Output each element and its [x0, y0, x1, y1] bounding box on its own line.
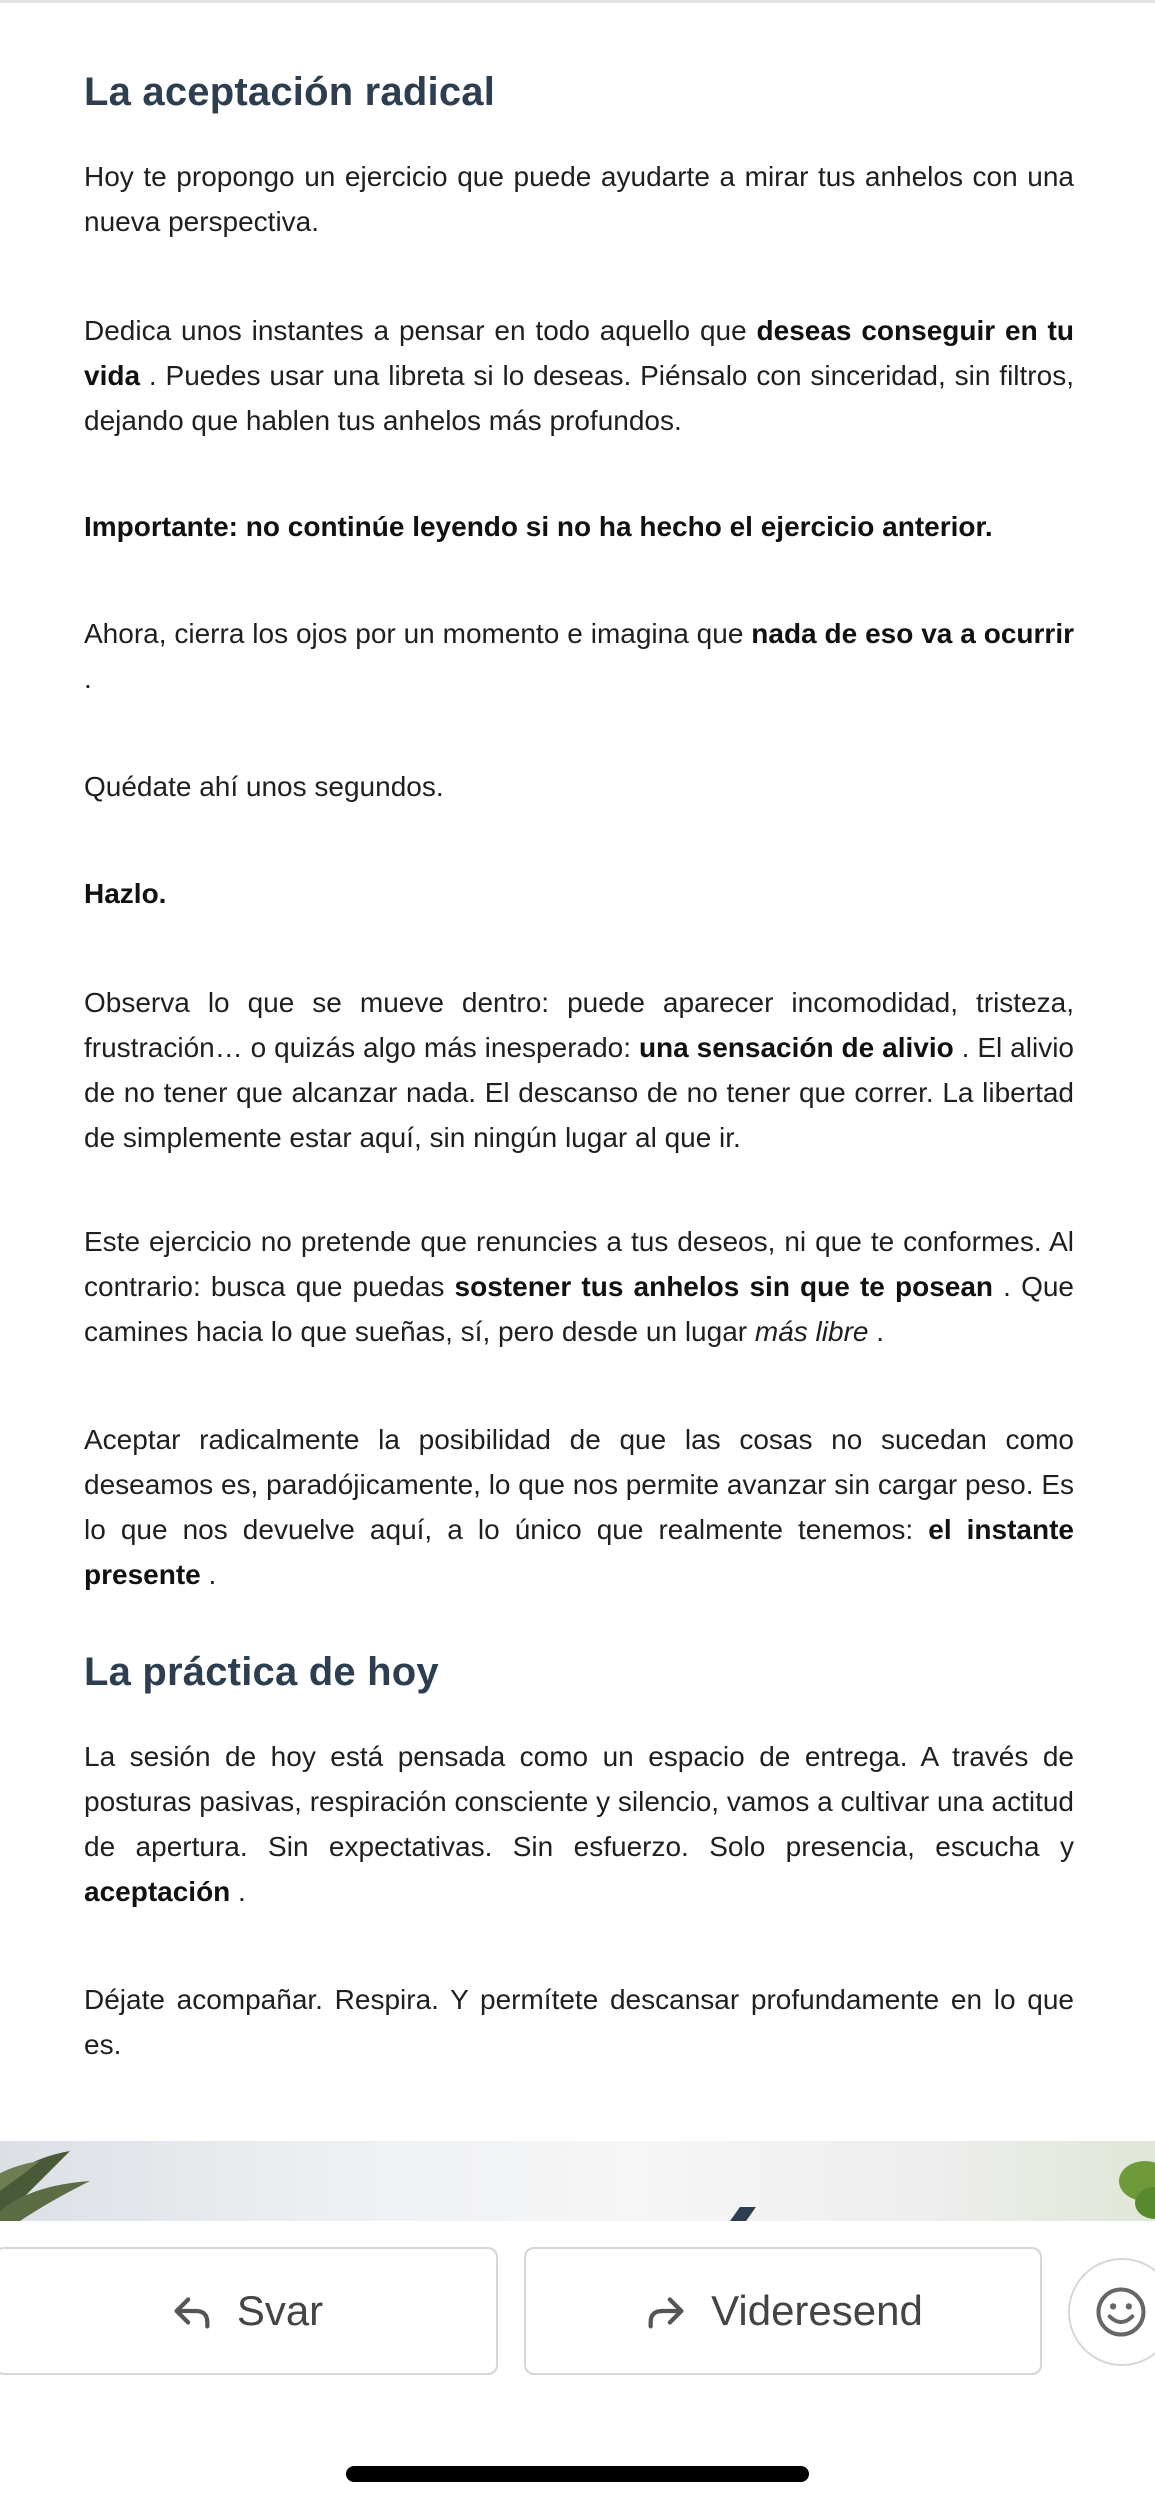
forward-button[interactable]: [524, 2247, 1042, 2375]
paragraph-do-it: Hazlo.: [84, 878, 167, 909]
paragraph-intro: Hoy te propongo un ejercicio que puede ayudarte a mirar tus anhelos con una nueva perspectiva.: [84, 161, 1074, 237]
plant-right-image: [1105, 2151, 1155, 2221]
paragraph-close-eyes: Ahora, cierra los ojos por un momento e imagina que nada de eso va a ocurrir .: [84, 618, 1074, 694]
plant-leaves-image: [0, 2141, 130, 2221]
forward-arrow-icon: [643, 2288, 689, 2334]
section-title-aceptacion: La aceptación radical: [84, 70, 496, 114]
paragraph-observe: Observa lo que se mueve dentro: puede aparecer incomodidad, tristeza, frustración… o quizás algo más inesperado: una sensación de alivio . El alivio de no tener que alcanzar nada. El descanso de no tener que correr. La libertad de simplemente estar aquí, sin ningún lugar al que ir.: [84, 987, 1074, 1153]
reply-button[interactable]: [0, 2247, 498, 2375]
banner-image: [0, 2141, 1155, 2221]
top-divider: [0, 0, 1155, 3]
reply-label: Svar: [236, 2287, 324, 2334]
paragraph-stay: Quédate ahí unos segundos.: [84, 771, 444, 802]
paragraph-accept: Aceptar radicalmente la posibilidad de que las cosas no sucedan como deseamos es, paradójicamente, lo que nos permite avanzar sin cargar peso. Es lo que nos devuelve aquí, a lo único que realmente tenemos: el instante presente .: [84, 1424, 1075, 1590]
section-title-practica: La práctica de hoy: [84, 1650, 439, 1694]
paragraph-closing: Déjate acompañar. Respira. Y permítete descansar profundamente en lo que es.: [84, 1984, 1074, 2060]
paragraph-session: La sesión de hoy está pensada como un espacio de entrega. A través de posturas pasivas, respiración consciente y silencio, vamos a cultivar una actitud de apertura. Sin expectativas. Sin esfuerzo. Solo presencia, escucha y aceptación .: [84, 1741, 1074, 1907]
message-action-bar: [0, 2221, 1155, 2504]
paragraph-exercise: Dedica unos instantes a pensar en todo aquello que deseas conseguir en tu vida . Puedes usar una libreta si lo deseas. Piénsalo con sinceridad, sin filtros, dejando que hablen tus anhelos más profundos.: [84, 315, 1074, 436]
paragraph-purpose: Este ejercicio no pretende que renuncies a tus deseos, ni que te conformes. Al contrario: busca que puedas sostener tus anhelos sin que te posean . Que camines hacia lo que sueñas, sí, pero desde un lugar más libre .: [84, 1226, 1074, 1347]
emoji-smiley-icon: [1094, 2285, 1148, 2339]
paragraph-important: Importante: no continúe leyendo si no ha hecho el ejercicio anterior.: [84, 511, 993, 542]
forward-label: Videresend: [711, 2287, 923, 2334]
home-indicator[interactable]: [346, 2466, 809, 2482]
reply-arrow-icon: [169, 2288, 215, 2334]
banner-accent-mark: [730, 2207, 756, 2221]
emoji-reaction-button[interactable]: [1068, 2258, 1155, 2366]
